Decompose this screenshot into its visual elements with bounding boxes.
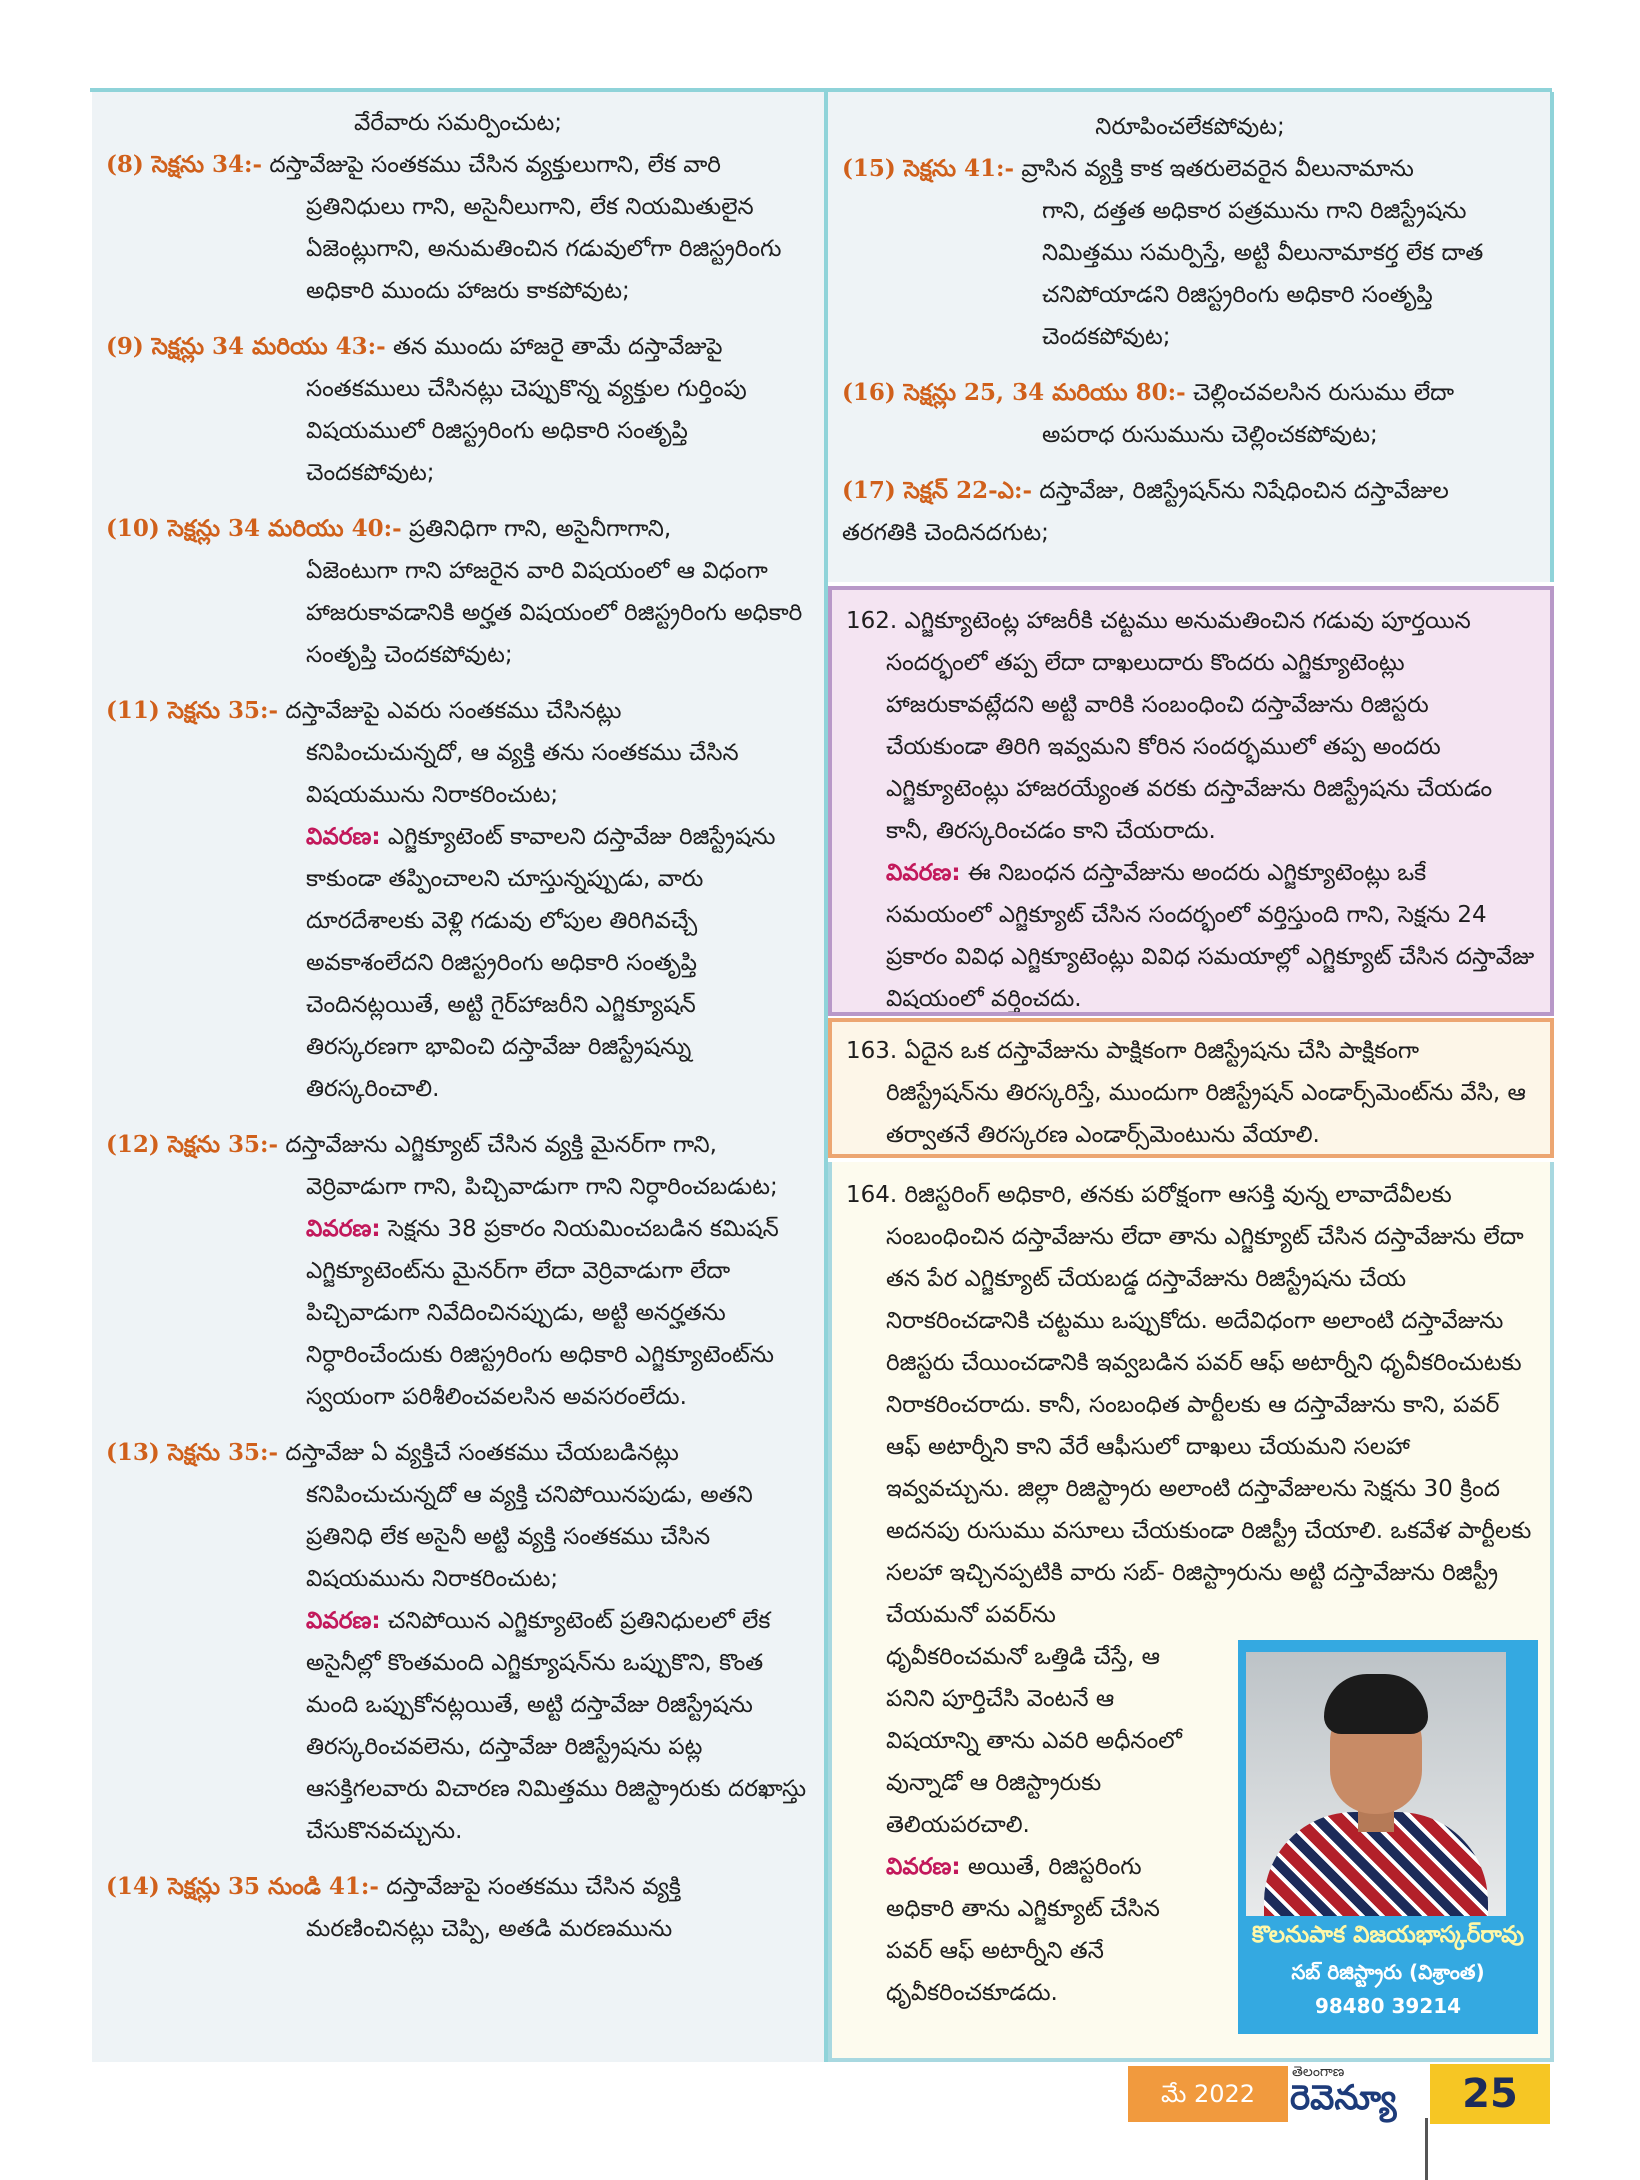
narrow-line: తెలియపరచాలి. [886,1812,1030,1838]
clause-rest: కనిపించుచున్నదో ఆ వ్యక్తి చనిపోయినపుడు, అతని ప్రతినిధి లేక అసైనీ అట్టి వ్యక్తి సంతకము చేసిన విషయమును నిరాకరించుట; [306,1482,753,1592]
clause-first-line: వ్రాసిన వ్యక్తి కాక ఇతరులెవరైన వీలునామాను [1021,156,1414,182]
clause-rest: కనిపించుచున్నదో, ఆ వ్యక్తి తను సంతకము చేసిన విషయమును నిరాకరించుట; [306,740,739,808]
paragraph-162-box [828,586,1554,1016]
footer-rule [1425,2118,1428,2180]
clause-head: (14) సెక్షన్లు 35 నుండి 41:- [106,1873,379,1900]
clause-16 [842,372,1538,456]
clause-body: తరగతికి చెందినదగుట; [842,520,1049,546]
clause-14 [106,1866,810,1950]
clause-first-line: దస్తావేజు, రిజిస్ట్రేషన్‌ను నిషేధించిన దస్తావేజుల [1039,478,1449,504]
vivarana-line: ధృవీకరించకూడదు. [886,1980,1058,2006]
clause-rest: వెర్రివాడుగా గాని, పిచ్చివాడుగా గాని నిర్ధారించబడుట; [306,1174,778,1200]
clause-body [106,1474,810,1852]
clause-head: (17) సెక్షన్ 22-ఎ:- [842,477,1033,504]
narrow-line: విషయాన్ని తాను ఎవరి అధీనంలో [886,1728,1182,1754]
magazine-brand: రెవెన్యూ [1290,2078,1397,2118]
clause-head: (11) సెక్షను 35:- [106,697,279,724]
clause-first-line: దస్తావేజుపై సంతకము చేసిన వ్యక్తి [386,1874,681,1900]
clause-first-line: తన ముందు హాజరై తామే దస్తావేజుపై [392,334,723,360]
clause-17 [842,470,1538,554]
vivarana-line: అధికారి తాను ఎగ్జిక్యూట్ చేసిన [886,1896,1160,1922]
vivarana-line: అయితే, రిజిస్టరింగు [967,1854,1142,1880]
vivarana-label: వివరణ: [886,1854,961,1880]
clause-first-line: దస్తావేజును ఎగ్జిక్యూట్ చేసిన వ్యక్తి మైనర్‌గా గాని, [285,1132,717,1158]
clause-head: (10) సెక్షన్లు 34 మరియు 40:- [106,515,402,542]
vivarana-label: వివరణ: [306,824,381,850]
paragraph-number: 162. [846,608,898,634]
clause-10 [106,508,810,676]
author-name: కొలనుపాక విజయభాస్కర్‌రావు [1251,1922,1525,1948]
clause-8 [106,144,810,312]
clause-head: (9) సెక్షన్లు 34 మరియు 43:- [106,333,386,360]
clause-head: (8) సెక్షను 34:- [106,151,263,178]
clause-12 [106,1124,810,1418]
vivarana-label: వివరణ: [306,1216,381,1242]
vivarana-text: ఈ నిబంధన దస్తావేజును అందరు ఎగ్జిక్యూటెంట్లు ఒకే సమయంలో ఎగ్జిక్యూట్ చేసిన సందర్భంలో వర్తిస్తుంది గాని, సెక్షను 24 ప్రకారం వివిధ ఎగ్జిక్యూటెంట్లు వివిధ సమయాల్లో ఎగ్జిక్యూట్ చేసిన దస్తావేజు విషయంలో వర్తించదు. [886,860,1535,1012]
clause-body [106,1166,810,1418]
paragraph-text: ఏదైన ఒక దస్తావేజును పాక్షికంగా రిజిస్ట్రేషను చేసి పాక్షికంగా రిజిస్ట్రేషన్‌ను తిరస్కరిస్తే, ముందుగా రిజిస్ట్రేషన్ ఎండార్స్‌మెంట్‌ను వేసి, ఆ తర్వాతనే తిరస్కరణ ఎండార్స్‌మెంటును వేయాలి. [886,1038,1526,1148]
vivarana-label: వివరణ: [886,860,961,886]
paragraph-text: ఎగ్జిక్యూటెంట్ల హాజరీకి చట్టము అనుమతించిన గడువు పూర్తయిన సందర్భంలో తప్ప లేదా దాఖలుదారు కొందరు ఎగ్జిక్యూటెంట్లు హాజరుకావట్లేదని అట్టి వారికి సంబంధించి దస్తావేజును రిజిస్టరు చేయకుండా తిరిగి ఇవ్వమని కోరిన సందర్భములో తప్ప అందరు ఎగ్జిక్యూటెంట్లు హాజరయ్యేంత వరకు దస్తావేజును రిజిస్ట్రేషను చేయడం కానీ, తిరస్కరించడం కాని చేయరాదు. [886,608,1493,844]
paragraph-number: 164. [846,1182,898,1208]
clause-first-line: దస్తావేజుపై ఎవరు సంతకము చేసినట్లు [285,698,622,724]
clause-first-line: దస్తావేజుపై సంతకము చేసిన వ్యక్తులుగాని, లేక వారి [269,152,721,178]
right-top-line: నిరూపించలేకపోవుట; [1095,114,1285,140]
clause-first-line: దస్తావేజు ఏ వ్యక్తిచే సంతకము చేయబడినట్లు [285,1440,679,1466]
clause-head: (12) సెక్షను 35:- [106,1131,279,1158]
clause-head: (16) సెక్షన్లు 25, 34 మరియు 80:- [842,379,1186,406]
magazine-brand-prefix: తెలంగాణ [1292,2064,1345,2080]
right-top-section [828,92,1554,582]
page-number: 25 [1430,2064,1550,2124]
clause-15 [842,148,1538,358]
paragraph-163-box [828,1018,1554,1158]
narrow-line: చేయమనో పవర్‌ను [886,1602,1056,1628]
clause-13 [106,1432,810,1852]
paragraph-162 [846,600,1538,1016]
narrow-line: పనిని పూర్తిచేసి వెంటనే ఆ [886,1686,1115,1712]
clause-body [106,732,810,1110]
issue-date: మే 2022 [1128,2066,1288,2122]
author-role: సబ్ రిజిస్ట్రారు (విశ్రాంత) [1291,1960,1485,1984]
clause-head: (13) సెక్షను 35:- [106,1439,279,1466]
left-top-line: వేరేవారు సమర్పించుట; [353,110,563,136]
author-photo [1246,1652,1506,1916]
paragraph-163 [846,1030,1538,1156]
clause-body: గాని, దత్తత అధికార పత్రమును గాని రిజిస్ట్రేషను నిమిత్తము సమర్పిస్తే, అట్టి వీలునామాకర్త లేక దాత చనిపోయాడని రిజిస్ట్రరింగు అధికారి సంతృప్తి చెందకపోవుట; [1042,198,1484,350]
clause-body: ఏజెంటుగా గాని హాజరైన వారి విషయంలో ఆ విధంగా హాజరుకావడానికి అర్హత విషయంలో రిజిస్ట్రరింగు అధికారి సంతృప్తి చెందకపోవుట; [306,558,803,668]
vivarana-text: సెక్షను 38 ప్రకారం నియమించబడిన కమిషన్ ఎగ్జిక్యూటెంట్‌ను మైనర్‌గా లేదా వెర్రివాడుగా లేదా పిచ్చివాడుగా నివేదించినప్పుడు, అట్టి అనర్హతను నిర్ధారించేందుకు రిజిస్ట్రరింగు అధికారి ఎగ్జిక్యూటెంట్‌ను స్వయంగా పరిశీలించవలసిన అవసరంలేదు. [306,1216,779,1410]
vivarana-line: పవర్ ఆఫ్ అటార్నీని తనే [886,1938,1104,1964]
clause-body: మరణించినట్లు చెప్పి, అతడి మరణమును [306,1916,673,1942]
clause-body: సంతకములు చేసినట్లు చెప్పుకొన్న వ్యక్తుల గుర్తింపు విషయములో రిజిస్ట్రరింగు అధికారి సంతృప్తి చెందకపోవుట; [306,376,747,486]
paragraph-number: 163. [846,1038,898,1064]
narrow-line: వున్నాడో ఆ రిజిస్ట్రారుకు [886,1770,1102,1796]
clause-body: ప్రతినిధులు గాని, అసైనీలుగాని, లేక నియమితులైన ఏజెంట్లుగాని, అనుమతించిన గడువులోగా రిజిస్ట్రరింగు అధికారి ముందు హాజరు కాకపోవుట; [306,194,782,304]
clause-11 [106,690,810,1110]
paragraph-text: రిజిస్టరింగ్ అధికారి, తనకు పరోక్షంగా ఆసక్తి వున్న లావాదేవీలకు సంబంధించిన దస్తావేజును లేదా తాను ఎగ్జిక్యూట్ చేసిన దస్తావేజును లేదా తన పేర ఎగ్జిక్యూట్ చేయబడ్డ దస్తావేజును రిజిస్ట్రేషను చేయ నిరాకరించడానికి చట్టము ఒప్పుకోదు. అదేవిధంగా అలాంటి దస్తావేజును రిజిస్టరు చేయించడానికి ఇవ్వబడిన పవర్ ఆఫ్ అటార్నీని ధృవీకరించుటకు నిరాకరించరాదు. కానీ, సంబంధిత పార్టీలకు ఆ దస్తావేజును కాని, పవర్ ఆఫ్ అటార్నీని కాని వేరే ఆఫీసులో దాఖలు చేయమని సలహా ఇవ్వవచ్చును. జిల్లా రిజిస్ట్రారు అలాంటి దస్తావేజులను సెక్షను 30 క్రింద అదనపు రుసుము వసూలు చేయకుండా రిజిస్ట్రీ చేయాలి. ఒకవేళ పార్టీలకు సలహా ఇచ్చినప్పటికి వారు సబ్- రిజిస్ట్రారును అట్టి దస్తావేజును రిజిస్ట్రీ [886,1182,1532,1586]
clause-first-line: చెల్లించవలసిన రుసుము లేదా [1192,380,1455,406]
vivarana-label: వివరణ: [306,1608,381,1634]
vivarana-text: చనిపోయిన ఎగ్జిక్యూటెంట్ ప్రతినిధులలో లేక అసైనీల్లో కొంతమంది ఎగ్జిక్యూషన్‌ను ఒప్పుకొని, కొంత మంది ఒప్పుకోనట్లయితే, అట్టి దస్తావేజు రిజిస్ట్రేషను తిరస్కరించవలెను, దస్తావేజు రిజిస్ట్రేషను పట్ల ఆసక్తిగలవారు విచారణ నిమిత్తము రిజిస్ట్రారుకు దరఖాస్తు చేసుకొనవచ్చును. [306,1608,807,1844]
clause-first-line: ప్రతినిధిగా గాని, అసైనీగాగాని, [408,516,672,542]
vivarana-text: ఎగ్జిక్యూటెంట్ కావాలని దస్తావేజు రిజిస్ట్రేషను కాకుండా తప్పించాలని చూస్తున్నప్పుడు, వారు దూరదేశాలకు వెళ్లి గడువు లోపుల తిరిగివచ్చే అవకాశంలేదని రిజిస్ట్రరింగు అధికారి సంతృప్తి చెందినట్లయితే, అట్టి గైర్‌హాజరీని ఎగ్జిక్యూషన్ తిరస్కరణగా భావించి దస్తావేజు రిజిస్ట్రేషన్ను తిరస్కరించాలి. [306,824,776,1102]
left-column [92,92,824,2062]
clause-head: (15) సెక్షను 41:- [842,155,1015,182]
paragraph-vivarana [886,852,1538,1016]
clause-body: అపరాధ రుసుమును చెల్లించకపోవుట; [1042,422,1378,448]
paragraph-narrow-text [886,1594,1246,2014]
clause-9 [106,326,810,494]
narrow-line: ధృవీకరించమనో ఒత్తిడి చేస్తే, ఆ [886,1644,1160,1670]
author-phone: 98480 39214 [1314,1994,1462,2018]
